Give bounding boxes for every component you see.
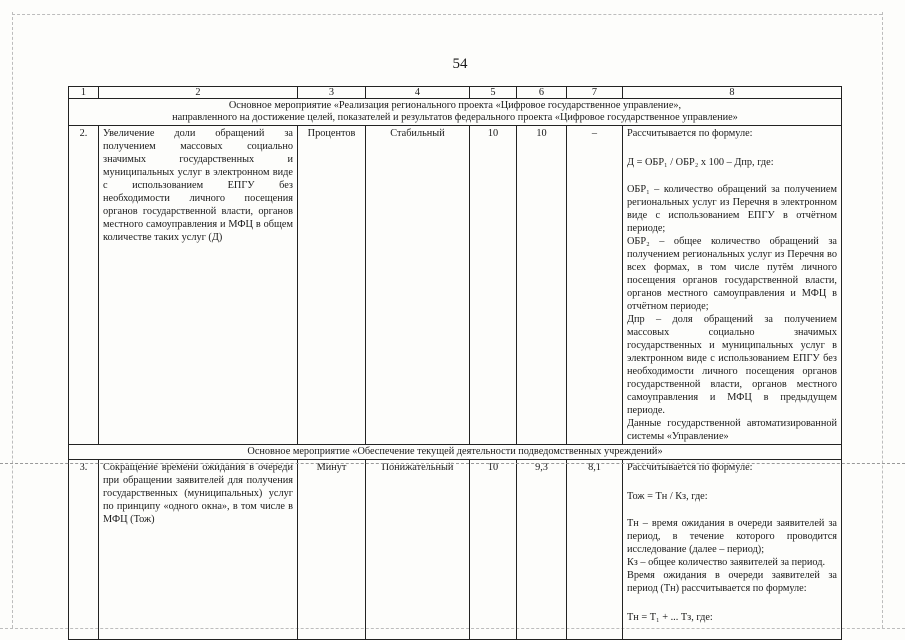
definition: Тн – время ожидания в очереди заявителей за период, в течение которого проводится исследование (далее – период); — [627, 518, 837, 555]
definition: Кз – общее количество заявителей за период. — [627, 557, 826, 568]
scan-frame-right — [882, 12, 883, 628]
indicator-type-cell: Стабильный — [366, 126, 470, 445]
section-heading-line: направленного на достижение целей, показателей и результатов федерального проекта «Цифровое государственное управление» — [172, 112, 738, 123]
column-number: 4 — [366, 87, 470, 99]
section-heading — [69, 99, 842, 126]
method-cell — [623, 126, 842, 445]
formula: Тн = Т₁ + ... Тз, где: — [627, 612, 713, 623]
definition: ОБР₁ – количество обращений за получением региональных услуг из Перечня в электронном виде с использованием ЕПГУ в отчётном периоде; — [627, 184, 837, 234]
data-source: Данные государственной автоматизированной системы «Управление» — [627, 418, 837, 442]
value-cell: 10 — [470, 460, 517, 640]
formula: Тож = Тн / Кз, где: — [627, 491, 708, 502]
column-number: 7 — [567, 87, 623, 99]
section-heading: Основное мероприятие «Обеспечение текущей деятельности подведомственных учреждений» — [69, 445, 842, 460]
value-cell: – — [567, 126, 623, 445]
section-heading-row — [69, 445, 842, 460]
value-cell: 10 — [470, 126, 517, 445]
method-intro: Рассчитывается по формуле: — [627, 128, 753, 139]
formula: Д = ОБР₁ / ОБР₂ х 100 – Дпр, где: — [627, 157, 774, 168]
definition: Время ожидания в очереди заявителей за период (Тн) рассчитывается по формуле: — [627, 570, 837, 594]
table-row — [69, 126, 842, 445]
column-number: 5 — [470, 87, 517, 99]
section-heading-row — [69, 99, 842, 126]
column-number: 3 — [298, 87, 366, 99]
page-number: 54 — [452, 56, 468, 72]
table-row — [69, 460, 842, 640]
indicator-table — [68, 86, 842, 640]
column-number: 8 — [623, 87, 842, 99]
unit-cell: Процентов — [298, 126, 366, 445]
column-number: 1 — [69, 87, 99, 99]
method-cell — [623, 460, 842, 640]
column-number: 2 — [99, 87, 298, 99]
row-number: 3. — [69, 460, 99, 640]
indicator-type-cell: Понижательный — [366, 460, 470, 640]
row-number: 2. — [69, 126, 99, 445]
section-heading-line: Основное мероприятие «Реализация регионального проекта «Цифровое государственное управление», — [228, 100, 682, 111]
indicator-name: Увеличение доли обращений за получением массовых социально значимых государственных и муниципальных услуг в электронном виде с использованием ЕПГУ без необходимости личного посещения органов государственной власти, органов местного самоуправления и МФЦ в общем количестве таких услуг (Д) — [99, 126, 298, 445]
scan-fold-line — [0, 463, 905, 464]
indicator-name: Сокращение времени ожидания в очереди при обращении заявителей для получения государственных (муниципальных) услуг по принципу «одного окна», в том числе в МФЦ (Тож) — [99, 460, 298, 640]
value-cell: 8,1 — [567, 460, 623, 640]
definition: ОБР₂ – общее количество обращений за получением региональных услуг из Перечня во всех формах, в том числе путём личного посещения органов государственной власти, органов местного самоуправления и МФЦ в отчётном периоде; — [627, 236, 837, 312]
definition: Дпр – доля обращений за получением массовых социально значимых государственных и муниципальных услуг в электронном виде с использованием ЕПГУ без необходимости личного посещения органов государственной власти, органов местного самоуправления и МФЦ в предыдущем периоде. — [627, 314, 837, 416]
method-intro: Рассчитывается по формуле: — [627, 462, 753, 473]
column-number-row — [69, 87, 842, 99]
value-cell: 10 — [517, 126, 567, 445]
column-number: 6 — [517, 87, 567, 99]
unit-cell: Минут — [298, 460, 366, 640]
value-cell: 9,3 — [517, 460, 567, 640]
scan-frame-top — [12, 14, 882, 15]
scan-frame-left — [12, 12, 13, 628]
